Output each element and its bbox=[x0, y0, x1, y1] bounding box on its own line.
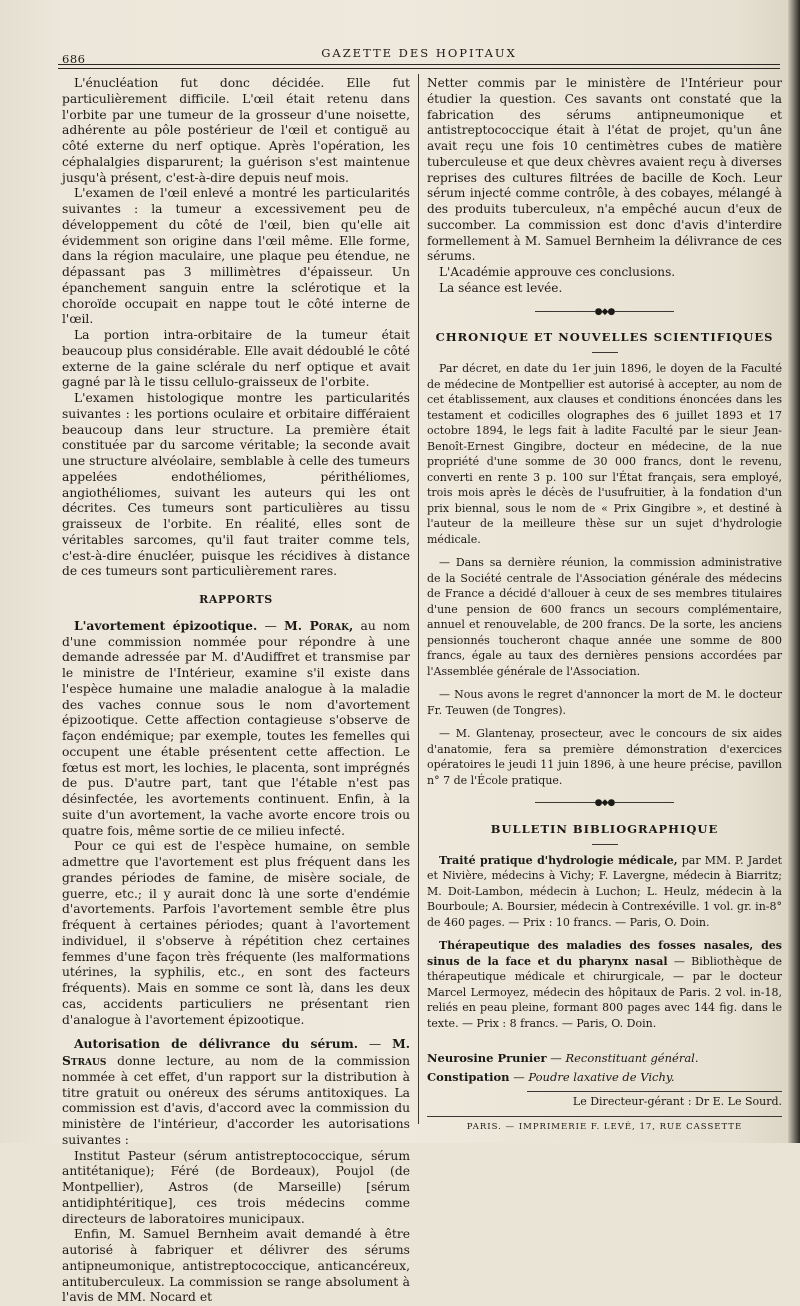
avortement-text: au nom d'une commission nommée pour répondre à une demande adressée par M. d'Audiffret et transmise par le ministre de l'Intérieur, examine s'il existe dans l'espèce humaine une maladie analogue à la maladie des vaches connue sous le nom d'avortement épizootique. Cette affection contagieuse s'observe de façon endémique; par exemple, toutes les femelles qui occupent une étable présentent cette affection. Le fœtus est mort, les lochies, le placenta, sont imprégnés de pus. D'autre part, tant que l'étable n'est pas désinfectée, les avortements continuent. Enfin, à la suite d'un avortement, la vache avorte encore trois ou quatre fois, même sortie de ce milieu infecté. bbox=[62, 618, 410, 838]
biblio-entry bbox=[427, 853, 782, 931]
avortement-dash: — bbox=[257, 618, 285, 633]
serum-paragraph bbox=[62, 1036, 410, 1148]
chronique-item: — M. Glantenay, prosecteur, avec le concours de six aides d'anatomie, fera sa première démonstration d'exercices opératoires le jeudi 11 juin 1896, à une heure précise, pavillon n° 7 de l'École pratique. bbox=[427, 727, 782, 787]
bulletin-section bbox=[427, 853, 782, 1032]
advert-line bbox=[427, 1070, 782, 1085]
serum-text: donne lecture, au nom de la commission nommée à cet effet, d'un rapport sur la distribution à titre gratuit ou onéreux des sérums antitoxiques. La commission est d'avis, d'accord avec la commission du ministère de l'intérieur, d'accorder les autorisations suivantes : bbox=[62, 1054, 410, 1147]
spacer bbox=[62, 1028, 410, 1036]
directeur-gerant: Le Directeur-gérant : Dr E. Le Sourd. bbox=[527, 1091, 782, 1110]
avortement-paragraph bbox=[62, 618, 410, 840]
section-ornament: ●◆● bbox=[427, 305, 782, 321]
bulletin-heading: BULLETIN BIBLIOGRAPHIQUE bbox=[490, 821, 719, 836]
chronique-heading: CHRONIQUE ET NOUVELLES SCIENTIFIQUES bbox=[435, 330, 774, 345]
serum-author: M. Straus bbox=[62, 1036, 410, 1068]
avortement-paragraph-2: Pour ce qui est de l'espèce humaine, on semble admettre que l'avortement est plus fréquent dans les grandes périodes de famine, de misère sociale, de guerre, etc.; il y aurait donc là une sorte d'endémie d'avortements. Parfois l'avortement semble être plus fréquent à certaines périodes; quant à l'avortement individuel, il s'observe à répétition chez certaines femmes d'une façon très fréquente (les malformations utérines, la syphilis, etc., en sont des facteurs fréquents). Mais en somme ce sont là, dans les deux cas, accidents particuliers ne présentant rien d'analogue à l'avortement épizootique. bbox=[62, 839, 410, 1027]
header-rule bbox=[58, 64, 780, 65]
advert-dash: — bbox=[509, 1070, 529, 1084]
intro-paragraph: La portion intra-orbitaire de la tumeur était beaucoup plus considérable. Elle avait dédoublé le côté externe de la gaine sclérale du nerf optique et avait gagné par là le tissu cellulo-graisseux de l'orbite. bbox=[62, 328, 410, 390]
biblio-entry bbox=[427, 938, 782, 1031]
heading-rule bbox=[592, 352, 618, 353]
advert-line bbox=[427, 1051, 782, 1066]
continuation-paragraph: Netter commis par le ministère de l'Intérieur pour étudier la question. Ces savants ont constaté que la fabrication des sérums antipneumonique et antistreptococcique était à l'état de projet, qu'un âne avait reçu une fois 10 centimètres cubes de matière tuberculeuse et que deux chèvres avaient reçu à diverses reprises des cultures filtrées de bacille de Koch. Leur sérum injecté comme contrôle, à des cobayes, mélangé à des produits tuberculeux, n'a empêché aucun d'eux de succomber. La commission est donc d'avis d'interdire formellement à M. Samuel Bernheim la délivrance de ces sérums. bbox=[427, 76, 782, 264]
chronique-item: — Nous avons le regret d'annoncer la mort de M. le docteur Fr. Teuwen (de Tongres). bbox=[427, 688, 782, 717]
chronique-item: Par décret, en date du 1er juin 1896, le doyen de la Faculté de médecine de Montpellier est autorisé à accepter, au nom de cet établissement, aux clauses et conditions énoncées dans les testament et codicilles olographes des 6 juillet 1893 et 17 octobre 1894, le legs fait à ladite Faculté par le sieur Jean-Benoît-Ernest Gingibre, docteur en médecine, de la nue propriété d'une somme de 30 000 francs, dont le revenu, converti en rente 3 p. 100 sur l'État français, sera employé, trois mois après le décès de l'usufruitier, à la fondation d'un prix biennal, sous le nom de « Prix Gingibre », et destiné à l'auteur de la meilleure thèse sur un sujet d'hydrologie médicale. bbox=[427, 362, 782, 546]
biblio-text: — Bibliothèque de thérapeutique médicale et chirurgicale, — par le docteur Marcel Lermoyez, médecin des hôpitaux de Paris. 2 vol. in-18, reliés en peau pleine, formant 800 pages avec 144 fig. dans le texte. — Prix : 8 francs. — Paris, O. Doin. bbox=[427, 954, 782, 1030]
journal-title: GAZETTE DES HOPITAUX bbox=[321, 46, 517, 60]
serum-paragraph-3: Enfin, M. Samuel Bernheim avait demandé à être autorisé à fabriquer et délivrer des sérums antipneumonique, antistreptococcique, anticancéreux, antituberculeux. La commission se range absolument à l'avis de MM. Nocard et bbox=[62, 1227, 410, 1305]
advert-dash: — bbox=[546, 1051, 566, 1065]
section-ornament: ●◆● bbox=[427, 796, 782, 812]
advert-desc: Reconstituant général. bbox=[565, 1051, 699, 1065]
intro-paragraph: L'examen histologique montre les particularités suivantes : les portions oculaire et orbitaire différaient beaucoup dans leur structure. La première était constituée par du sarcome véritable; la seconde avait une structure alvéolaire, semblable à celle des tumeurs appelées endothéliomes, périthéliomes, angiothéliomes, suivant les auteurs qui les ont décrites. Ces tumeurs sont particulières au tissu graisseux de l'orbite. En réalité, elles sont de véritables sarcomes, qu'il faut traiter comme tels, c'est-à-dire énucléer, puisque les récidives à distance de ces tumeurs sont particulièrement rares. bbox=[62, 391, 410, 579]
spacer bbox=[427, 1031, 782, 1039]
advert-name: Constipation bbox=[427, 1070, 510, 1084]
header-rule-thin bbox=[58, 68, 780, 69]
spacer bbox=[427, 1039, 782, 1047]
intro-paragraph: L'examen de l'œil enlevé a montré les particularités suivantes : la tumeur a excessivement peu de développement du côté de l'œil, bien qu'elle ait évidemment son origine dans l'œil même. Elle forme, dans la région maculaire, une plaque peu étendue, ne dépassant pas 3 millimètres d'épaisseur. Un épanchement sanguin entre la sclérotique et la choroïde occupait en nappe tout le côté interne de l'œil. bbox=[62, 186, 410, 327]
right-column bbox=[427, 76, 782, 1136]
page-header bbox=[58, 44, 780, 66]
serum-paragraph-2: Institut Pasteur (sérum antistreptococcique, sérum antitétanique); Féré (de Bordeaux), Poujol (de Montpellier), Astros (de Marseille) [sérum antidiphtéritique], ces trois médecins comme directeurs de laboratoires municipaux. bbox=[62, 1148, 410, 1226]
column-divider bbox=[418, 74, 419, 1124]
academie-line: L'Académie approuve ces conclusions. bbox=[439, 265, 676, 279]
serum-dash: — bbox=[358, 1037, 393, 1052]
avortement-title: L'avortement épizootique. bbox=[74, 617, 258, 633]
spacer bbox=[427, 718, 782, 726]
biblio-title: Thérapeutique des maladies des fosses nasales, des sinus de la face et du pharynx nasal bbox=[427, 939, 782, 968]
page-edge-shadow bbox=[788, 0, 800, 1143]
seance-line: La séance est levée. bbox=[439, 280, 563, 295]
advert-name: Neurosine Prunier bbox=[427, 1051, 547, 1065]
intro-paragraph: L'énucléation fut donc décidée. Elle fut particulièrement difficile. L'œil était retenu dans l'orbite par une tumeur de la grosseur d'une noisette, adhérente au pôle postérieur de l'œil et contiguë au côté externe du nerf optique. Après l'opération, les céphalalgies disparurent; la guérison s'est maintenue jusqu'à présent, c'est-à-dire depuis neuf mois. bbox=[62, 76, 410, 185]
spacer bbox=[427, 930, 782, 938]
spacer bbox=[427, 547, 782, 555]
advert-desc: Poudre laxative de Vichy. bbox=[528, 1070, 675, 1084]
chronique-section bbox=[427, 361, 782, 788]
serum-title: Autorisation de délivrance du sérum. bbox=[74, 1036, 358, 1052]
chronique-item: — Dans sa dernière réunion, la commission administrative de la Société centrale de l'Association générale des médecins de France a décidé d'allouer à ceux de ses membres titulaires d'une pension de 600 francs un secours complémentaire, annuel et renouvelable, de 200 francs. De la sorte, les anciens pensionnés toucheront chaque année une somme de 800 francs, égale au taux des dernières pensions accordées par l'Assemblée générale de l'Association. bbox=[427, 556, 782, 678]
page-number: 686 bbox=[62, 52, 86, 66]
printer-line: PARIS. — IMPRIMERIE F. LEVÉ, 17, RUE CASSETTE bbox=[427, 1116, 782, 1136]
spacer bbox=[427, 679, 782, 687]
left-column bbox=[62, 76, 410, 1306]
heading-rule bbox=[592, 844, 618, 845]
biblio-title: Traité pratique d'hydrologie médicale, bbox=[439, 853, 678, 867]
rapports-heading: RAPPORTS bbox=[199, 593, 273, 606]
avortement-author: M. Porak, bbox=[284, 617, 354, 633]
biblio-text: par MM. P. Jardet et Nivière, médecins à Vichy; F. Lavergne, médecin à Biarritz; M. Doit-Lambon, médecin à Luchon; L. Heulz, médecin à la Bourboule; A. Boursier, médecin à Contrexéville. 1 vol. gr. in-8° de 460 pages. — Prix : 10 francs. — Paris, O. Doin. bbox=[427, 853, 782, 929]
